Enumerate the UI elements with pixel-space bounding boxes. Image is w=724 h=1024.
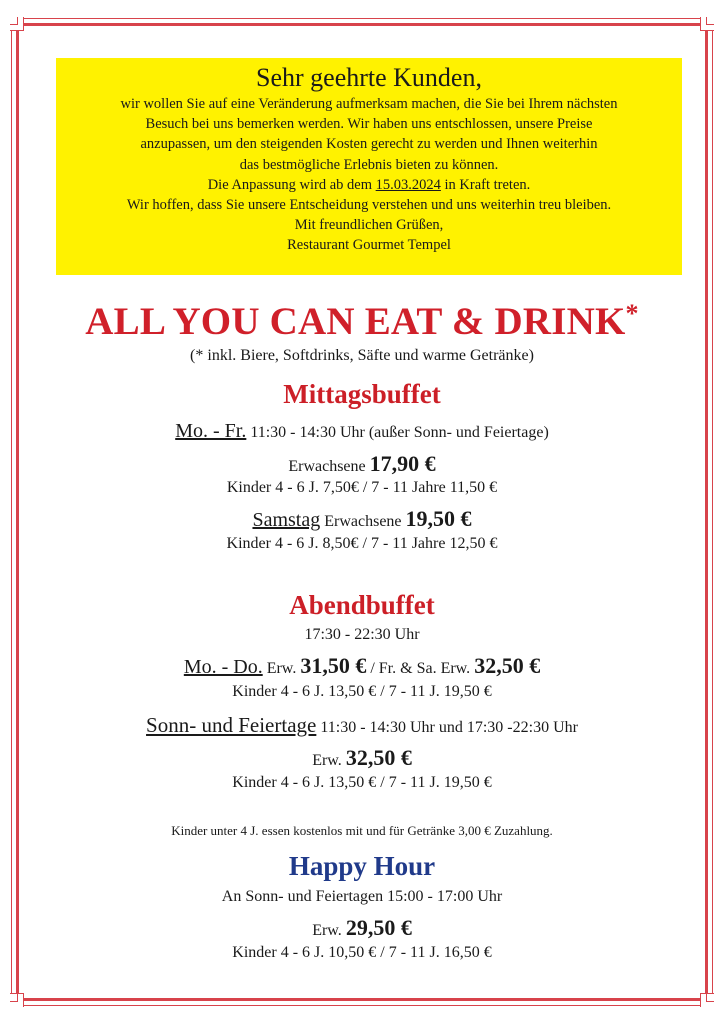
notice-greeting: Mit freundlichen Grüßen, xyxy=(294,217,444,234)
abend-holiday-line xyxy=(20,713,704,738)
frame-corner-top-right xyxy=(700,17,714,31)
abend-hours: 17:30 - 22:30 Uhr xyxy=(304,626,420,643)
mittag-saturday-line xyxy=(20,506,704,532)
happy-hour-times: An Sonn- und Feiertagen 15:00 - 17:00 Uhr xyxy=(221,888,503,905)
notice-effective-date-line xyxy=(56,175,682,195)
abend-weekend-label: / Fr. & Sa. Erw. xyxy=(366,660,475,677)
abend-weekday-price: 31,50 € xyxy=(300,653,367,678)
weekday-label: Mo. - Fr. xyxy=(175,420,247,442)
abend-weekday-label: Mo. - Do. xyxy=(183,656,263,678)
notice-line: anzupassen, um den steigenden Kosten gerecht zu werden und Ihnen weiterhin xyxy=(140,136,598,153)
abend-kids-prices: Kinder 4 - 6 J. 13,50 € / 7 - 11 J. 19,50 € xyxy=(232,683,492,700)
notice-title: Sehr geehrte Kunden, xyxy=(256,63,482,92)
mittag-saturday-kids-prices: Kinder 4 - 6 J. 8,50€ / 7 - 11 Jahre 12,50 € xyxy=(226,535,498,552)
headline xyxy=(20,299,704,344)
mittag-kids-prices: Kinder 4 - 6 J. 7,50€ / 7 - 11 Jahre 11,50 € xyxy=(226,479,498,496)
frame-corner-bottom-left xyxy=(10,993,24,1007)
holiday-label: Sonn- und Feiertage xyxy=(146,713,317,737)
abend-weekday-line xyxy=(20,653,704,679)
frame-corner-bottom-right xyxy=(700,993,714,1007)
section-title-abendbuffet: Abendbuffet xyxy=(289,590,435,620)
headline-text: ALL YOU CAN EAT & DRINK xyxy=(85,300,626,343)
headline-asterisk: * xyxy=(625,299,639,328)
mittag-weekday-line xyxy=(20,420,704,443)
mittag-adult-price-line xyxy=(20,451,704,477)
notice-date-suffix: in Kraft treten. xyxy=(440,176,531,193)
headline-footnote: (* inkl. Biere, Softdrinks, Säfte und warme Getränke) xyxy=(190,347,534,364)
holiday-hours: 11:30 - 14:30 Uhr und 17:30 -22:30 Uhr xyxy=(316,719,578,736)
abend-holiday-kids-prices: Kinder 4 - 6 J. 13,50 € / 7 - 11 J. 19,50 € xyxy=(232,774,492,791)
section-title-happy-hour: Happy Hour xyxy=(288,851,436,881)
weekday-hours: 11:30 - 14:30 Uhr (außer Sonn- und Feiertage) xyxy=(246,424,549,441)
effective-date: 15.03.2024 xyxy=(375,176,441,193)
saturday-adult-price: 19,50 € xyxy=(405,506,472,531)
section-title-mittagsbuffet: Mittagsbuffet xyxy=(283,379,441,409)
holiday-price: 32,50 € xyxy=(345,745,412,770)
abend-erw-label: Erw. xyxy=(262,660,301,677)
happy-erw-label: Erw. xyxy=(312,922,346,939)
notice-line: das bestmögliche Erlebnis bieten zu können. xyxy=(239,156,499,173)
abend-weekend-price: 32,50 € xyxy=(474,653,541,678)
price-change-notice xyxy=(56,58,682,275)
notice-line: Besuch bei uns bemerken werden. Wir haben uns entschlossen, unsere Preise xyxy=(145,116,593,133)
notice-date-prefix: Die Anpassung wird ab dem xyxy=(207,176,376,193)
happy-hour-price: 29,50 € xyxy=(345,915,412,940)
adult-label: Erwachsene xyxy=(288,458,370,475)
notice-signature: Restaurant Gourmet Tempel xyxy=(287,237,451,254)
happy-hour-kids-prices: Kinder 4 - 6 J. 10,50 € / 7 - 11 J. 16,50 € xyxy=(232,944,492,961)
notice-line: wir wollen Sie auf eine Veränderung aufmerksam machen, die Sie bei Ihrem nächsten xyxy=(120,96,618,112)
happy-hour-price-line xyxy=(20,915,704,941)
saturday-label: Samstag xyxy=(252,509,321,531)
adult-price: 17,90 € xyxy=(369,451,436,476)
abend-holiday-price-line xyxy=(20,745,704,771)
holiday-erw-label: Erw. xyxy=(312,752,346,769)
small-children-note: Kinder unter 4 J. essen kostenlos mit und für Getränke 3,00 € Zuzahlung. xyxy=(171,823,553,838)
saturday-adult-label: Erwachsene xyxy=(320,513,406,530)
notice-line: Wir hoffen, dass Sie unsere Entscheidung verstehen und uns weiterhin treu bleiben. xyxy=(126,197,612,214)
frame-corner-top-left xyxy=(10,17,24,31)
